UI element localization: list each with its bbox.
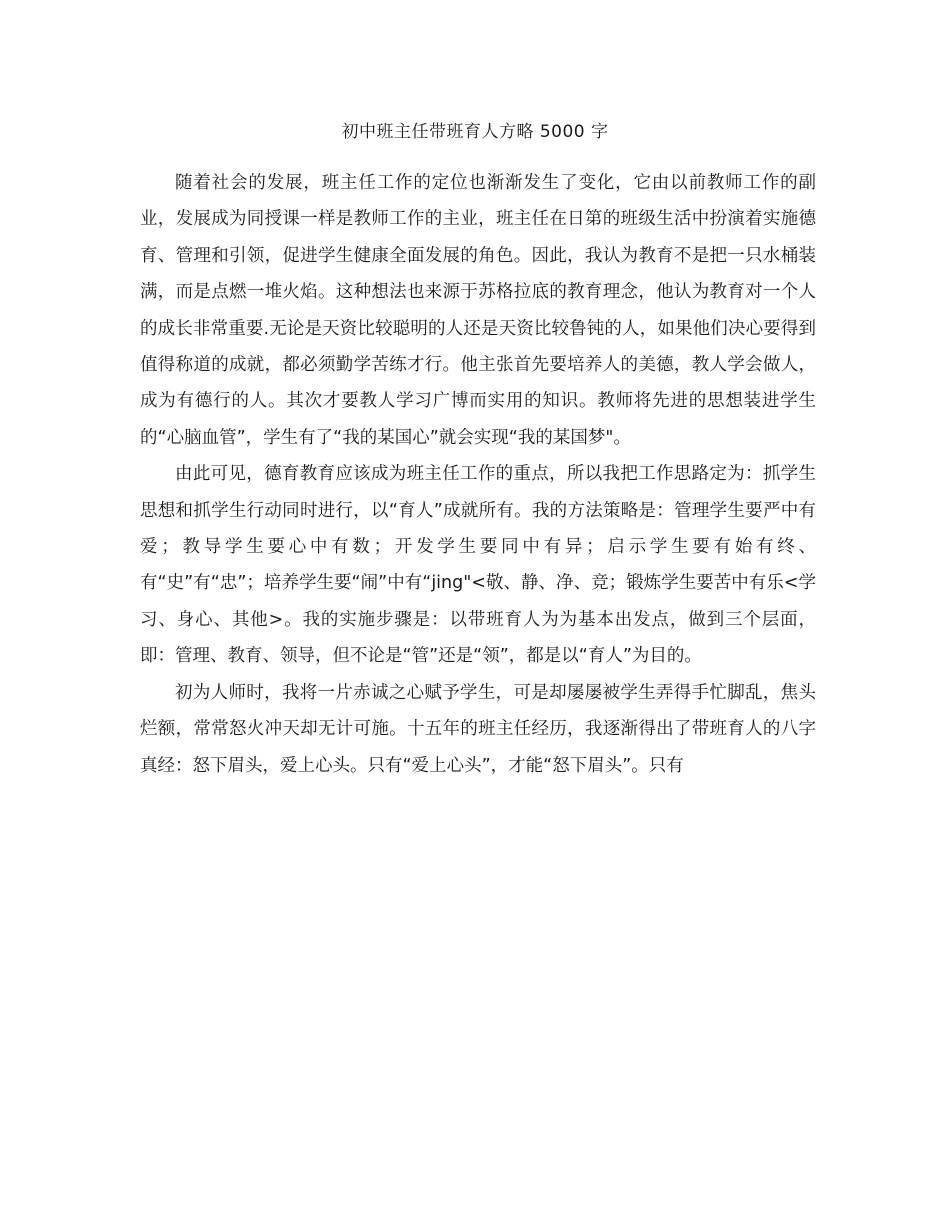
document-body xyxy=(140,165,816,784)
paragraph-2: 由此可见，德育教育应该成为班主任工作的重点，所以我把工作思路定为：抓学生思想和抓学生行动同时进行，以“育人”成就所有。我的方法策略是：管理学生要严中有爱；教导学生要心中有数；开发学生要同中有异；启示学生要有始有终、有“史”有“忠”；培养学生要“闹”中有“jing"<敬、静、净、竞；锻炼学生要苦中有乐<学习、身心、其他>。我的实施步骤是：以带班育人为为基本出发点，做到三个层面，即：管理、教育、领导，但不论是“管”还是“领”，都是以“育人”为目的。 xyxy=(140,464,816,667)
paragraph-3: 初为人师时，我将一片赤诚之心赋予学生，可是却屡屡被学生弄得手忙脚乱，焦头烂额，常常怒火冲天却无计可施。十五年的班主任经历，我逐渐得出了带班育人的八字真经：怒下眉头，爱上心头。只有“爱上心头”，才能“怒下眉头”。只有 xyxy=(140,682,816,776)
paragraph-1: 随着社会的发展，班主任工作的定位也渐渐发生了变化，它由以前教师工作的副业，发展成为同授课一样是教师工作的主业，班主任在日第的班级生活中扮演着实施德育、管理和引领，促进学生健康全面发展的角色。因此，我认为教育不是把一只水桶装满，而是点燃一堆火焰。这种想法也来源于苏格拉底的教育理念，他认为教育对一个人的成长非常重要.无论是天资比较聪明的人还是天资比较鲁钝的人，如果他们决心要得到值得称道的成就，都必须勤学苦练才行。他主张首先要培养人的美德，教人学会做人，成为有德行的人。其次才要教人学习广博而实用的知识。教师将先进的思想装进学生的“心脑血管”，学生有了“我的某国心”就会实现“我的某国梦"。 xyxy=(140,173,816,448)
document-title: 初中班主任带班育人方略 5000 字 xyxy=(341,122,609,142)
